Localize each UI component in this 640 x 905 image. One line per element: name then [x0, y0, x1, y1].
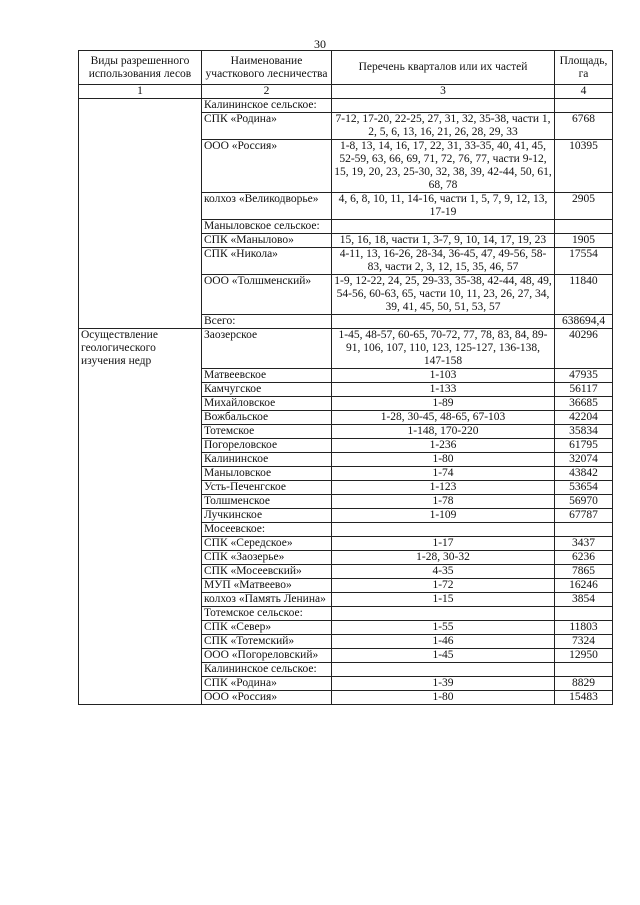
area-cell: 53654 [555, 481, 613, 495]
forestry-name-cell: Михайловское [202, 397, 332, 411]
header-number-1: 1 [79, 85, 202, 99]
quarters-cell [332, 315, 555, 329]
header-quarters: Перечень кварталов или их частей [332, 51, 555, 85]
quarters-cell: 1-89 [332, 397, 555, 411]
quarters-cell: 1-15 [332, 593, 555, 607]
forestry-name-cell: Тотемское сельское: [202, 607, 332, 621]
forestry-name-cell: Калининское сельское: [202, 663, 332, 677]
quarters-cell [332, 99, 555, 113]
area-cell: 3854 [555, 593, 613, 607]
area-cell: 6768 [555, 113, 613, 140]
forestry-name-cell: СПК «Север» [202, 621, 332, 635]
header-number-4: 4 [555, 85, 613, 99]
use-type-cell: Осуществление геологического изучения недр [79, 329, 202, 705]
forestry-name-cell: СПК «Родина» [202, 113, 332, 140]
quarters-cell: 1-133 [332, 383, 555, 397]
area-cell [555, 220, 613, 234]
forestry-name-cell: Маныловское сельское: [202, 220, 332, 234]
area-cell: 42204 [555, 411, 613, 425]
area-cell: 56117 [555, 383, 613, 397]
forestry-name-cell: Тотемское [202, 425, 332, 439]
quarters-cell: 1-78 [332, 495, 555, 509]
forestry-name-cell: колхоз «Великодворье» [202, 193, 332, 220]
table-row [79, 99, 613, 113]
quarters-cell: 1-236 [332, 439, 555, 453]
area-cell: 12950 [555, 649, 613, 663]
area-cell: 43842 [555, 467, 613, 481]
table-section-geological [79, 329, 613, 705]
area-cell: 2905 [555, 193, 613, 220]
forestry-name-cell: Всего: [202, 315, 332, 329]
use-type-cell [79, 99, 202, 329]
header-number-row [79, 85, 613, 99]
header-row [79, 51, 613, 85]
area-cell: 1905 [555, 234, 613, 248]
area-cell: 6236 [555, 551, 613, 565]
header-forestry-name: Наименование участкового лесничества [202, 51, 332, 85]
table-section-previous [79, 99, 613, 329]
forestry-name-cell: СПК «Заозерье» [202, 551, 332, 565]
quarters-cell: 1-45 [332, 649, 555, 663]
forestry-name-cell: Вожбальское [202, 411, 332, 425]
area-cell [555, 99, 613, 113]
area-cell: 47935 [555, 369, 613, 383]
area-cell: 7865 [555, 565, 613, 579]
quarters-cell [332, 220, 555, 234]
quarters-cell: 1-45, 48-57, 60-65, 70-72, 77, 78, 83, 84, 89-91, 106, 107, 110, 123, 125-127, 136-138, 147-158 [332, 329, 555, 369]
quarters-cell: 1-123 [332, 481, 555, 495]
quarters-cell: 1-17 [332, 537, 555, 551]
area-cell: 67787 [555, 509, 613, 523]
quarters-cell [332, 663, 555, 677]
area-cell [555, 663, 613, 677]
forestry-name-cell: колхоз «Память Ленина» [202, 593, 332, 607]
area-cell: 8829 [555, 677, 613, 691]
forestry-name-cell: Калининское [202, 453, 332, 467]
quarters-cell: 1-9, 12-22, 24, 25, 29-33, 35-38, 42-44, 48, 49, 54-56, 60-63, 65, части 10, 11, 23, 26, 27, 34, 39, 41, 45, 50, 51, 53, 57 [332, 275, 555, 315]
forestry-name-cell: Лучкинское [202, 509, 332, 523]
area-cell: 7324 [555, 635, 613, 649]
quarters-cell: 1-72 [332, 579, 555, 593]
forestry-name-cell: ООО «Погореловский» [202, 649, 332, 663]
quarters-cell: 1-28, 30-45, 48-65, 67-103 [332, 411, 555, 425]
forestry-name-cell: СПК «Тотемский» [202, 635, 332, 649]
forestry-name-cell: МУП «Матвеево» [202, 579, 332, 593]
quarters-cell: 1-80 [332, 453, 555, 467]
forestry-name-cell: СПК «Мосеевский» [202, 565, 332, 579]
header-area: Площадь, га [555, 51, 613, 85]
area-cell [555, 607, 613, 621]
forestry-name-cell: ООО «Россия» [202, 140, 332, 193]
quarters-cell: 1-28, 30-32 [332, 551, 555, 565]
area-cell: 35834 [555, 425, 613, 439]
forestry-name-cell: СПК «Середское» [202, 537, 332, 551]
quarters-cell: 1-39 [332, 677, 555, 691]
quarters-cell: 1-74 [332, 467, 555, 481]
header-number-3: 3 [332, 85, 555, 99]
area-cell [555, 523, 613, 537]
page-number: 30 [314, 37, 326, 51]
quarters-cell: 1-103 [332, 369, 555, 383]
quarters-cell: 4-11, 13, 16-26, 28-34, 36-45, 47, 49-56, 58-83, части 2, 3, 12, 15, 35, 46, 57 [332, 248, 555, 275]
quarters-cell: 1-148, 170-220 [332, 425, 555, 439]
forestry-name-cell: Толшменское [202, 495, 332, 509]
quarters-cell [332, 523, 555, 537]
forestry-name-cell: Заозерское [202, 329, 332, 369]
area-cell: 11803 [555, 621, 613, 635]
area-cell: 36685 [555, 397, 613, 411]
forestry-name-cell: Мосеевское: [202, 523, 332, 537]
forestry-name-cell: Калининское сельское: [202, 99, 332, 113]
forestry-name-cell: Усть-Печенгское [202, 481, 332, 495]
forestry-name-cell: СПК «Манылово» [202, 234, 332, 248]
quarters-cell [332, 607, 555, 621]
forestry-name-cell: Погореловское [202, 439, 332, 453]
quarters-cell: 7-12, 17-20, 22-25, 27, 31, 32, 35-38, части 1, 2, 5, 6, 13, 16, 21, 26, 28, 29, 33 [332, 113, 555, 140]
quarters-cell: 1-8, 13, 14, 16, 17, 22, 31, 33-35, 40, 41, 45, 52-59, 63, 66, 69, 71, 72, 76, 77, части 9-12, 15, 19, 20, 23, 25-30, 32, 38, 39, 42-44, 50, 61, 68, 78 [332, 140, 555, 193]
area-cell: 16246 [555, 579, 613, 593]
forestry-name-cell: Маныловское [202, 467, 332, 481]
forestry-name-cell: ООО «Россия» [202, 691, 332, 705]
forestry-name-cell: СПК «Никола» [202, 248, 332, 275]
header-number-2: 2 [202, 85, 332, 99]
area-cell: 17554 [555, 248, 613, 275]
quarters-cell: 1-55 [332, 621, 555, 635]
table-row [79, 329, 613, 369]
area-cell: 15483 [555, 691, 613, 705]
area-cell: 11840 [555, 275, 613, 315]
quarters-cell: 4, 6, 8, 10, 11, 14-16, части 1, 5, 7, 9, 12, 13, 17-19 [332, 193, 555, 220]
quarters-cell: 1-46 [332, 635, 555, 649]
area-cell: 56970 [555, 495, 613, 509]
quarters-cell: 4-35 [332, 565, 555, 579]
quarters-cell: 15, 16, 18, части 1, 3-7, 9, 10, 14, 17, 19, 23 [332, 234, 555, 248]
area-cell: 40296 [555, 329, 613, 369]
quarters-cell: 1-109 [332, 509, 555, 523]
forestry-name-cell: Матвеевское [202, 369, 332, 383]
area-cell: 10395 [555, 140, 613, 193]
area-cell: 638694,4 [555, 315, 613, 329]
area-cell: 3437 [555, 537, 613, 551]
forest-quarters-table [78, 50, 613, 705]
quarters-cell: 1-80 [332, 691, 555, 705]
forestry-name-cell: Камчугское [202, 383, 332, 397]
forestry-name-cell: ООО «Толшменский» [202, 275, 332, 315]
header-use-type: Виды разрешенного использования лесов [79, 51, 202, 85]
forestry-name-cell: СПК «Родина» [202, 677, 332, 691]
area-cell: 61795 [555, 439, 613, 453]
area-cell: 32074 [555, 453, 613, 467]
